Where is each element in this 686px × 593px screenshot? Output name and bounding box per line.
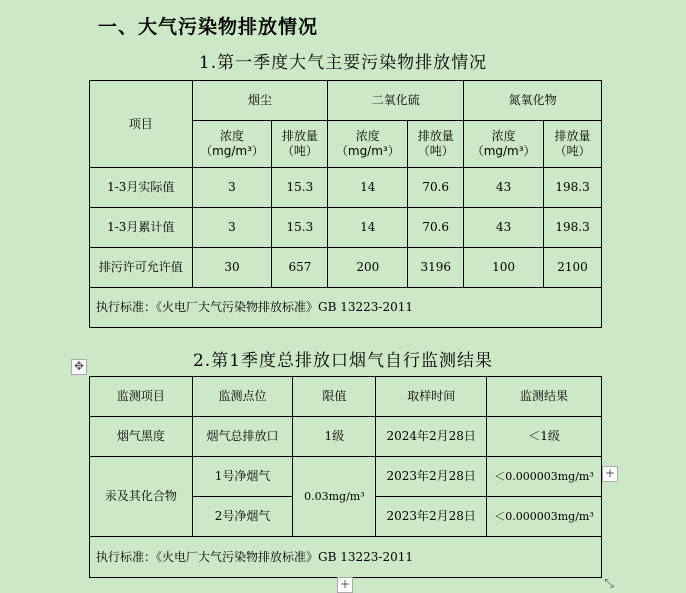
table-row (90, 457, 602, 497)
cell: ＜0.000003mg/m³ (487, 497, 602, 537)
cell: 1级 (293, 417, 376, 457)
cell: 0.03mg/m³ (293, 457, 376, 537)
item-header: 项目 (90, 81, 193, 168)
cell: 198.3 (544, 168, 602, 208)
row-label: 1-3月累计值 (90, 208, 193, 248)
cell: 14 (328, 168, 408, 208)
cell: 198.3 (544, 208, 602, 248)
table-row (90, 417, 602, 457)
table-move-handle-icon[interactable]: ✥ (71, 359, 87, 375)
row-label: 1-3月实际值 (90, 168, 193, 208)
group-header-so2: 二氧化硫 (328, 81, 464, 121)
cell: 15.3 (272, 168, 328, 208)
cell: 2024年2月28日 (376, 417, 487, 457)
cell: 30 (192, 248, 272, 288)
cell: 43 (464, 168, 544, 208)
emit-header: 排放量 （吨） (544, 121, 602, 168)
emit-header: 排放量 （吨） (272, 121, 328, 168)
cell: 烟气总排放口 (192, 417, 293, 457)
cell: 3196 (408, 248, 464, 288)
cell: 2023年2月28日 (376, 457, 487, 497)
cell: 2023年2月28日 (376, 497, 487, 537)
pollutant-emission-table (89, 80, 602, 328)
section-title: 一、大气污染物排放情况 (98, 16, 319, 38)
cell: ＜0.000003mg/m³ (487, 457, 602, 497)
flue-gas-monitoring-table (89, 376, 602, 578)
cell: 100 (464, 248, 544, 288)
table2-title: 2.第1季度总排放口烟气自行监测结果 (192, 351, 494, 371)
table-row (90, 248, 602, 288)
cell: ＜1级 (487, 417, 602, 457)
row-label: 排污许可允许值 (90, 248, 193, 288)
cell: 70.6 (408, 168, 464, 208)
cell: 15.3 (272, 208, 328, 248)
cell: 2100 (544, 248, 602, 288)
cell: 14 (328, 208, 408, 248)
cell: 3 (192, 168, 272, 208)
cell: 3 (192, 208, 272, 248)
header-result: 监测结果 (487, 377, 602, 417)
resize-handle-icon[interactable]: ⤡ (604, 576, 614, 590)
conc-header: 浓度 （mg/m³） (328, 121, 408, 168)
group-header-nox: 氮氧化物 (464, 81, 602, 121)
cell: 200 (328, 248, 408, 288)
cell: 70.6 (408, 208, 464, 248)
table-row (90, 208, 602, 248)
cell: 43 (464, 208, 544, 248)
cell: 烟气黑度 (90, 417, 193, 457)
group-header-smoke: 烟尘 (192, 81, 328, 121)
cell: 1号净烟气 (192, 457, 293, 497)
add-row-icon[interactable]: + (602, 466, 618, 482)
add-column-icon[interactable]: + (337, 577, 353, 593)
cell: 657 (272, 248, 328, 288)
table1-title: 1.第一季度大气主要污染物排放情况 (198, 53, 488, 73)
conc-header: 浓度 （mg/m³） (464, 121, 544, 168)
table-row (90, 168, 602, 208)
standard-note: 执行标准：《火电厂大气污染物排放标准》GB 13223-2011 (90, 288, 602, 328)
emit-header: 排放量 （吨） (408, 121, 464, 168)
header-limit: 限值 (293, 377, 376, 417)
header-point: 监测点位 (192, 377, 293, 417)
cell: 汞及其化合物 (90, 457, 193, 537)
header-time: 取样时间 (376, 377, 487, 417)
conc-header: 浓度 （mg/m³） (192, 121, 272, 168)
header-item: 监测项目 (90, 377, 193, 417)
cell: 2号净烟气 (192, 497, 293, 537)
standard-note: 执行标准：《火电厂大气污染物排放标准》GB 13223-2011 (90, 537, 602, 578)
